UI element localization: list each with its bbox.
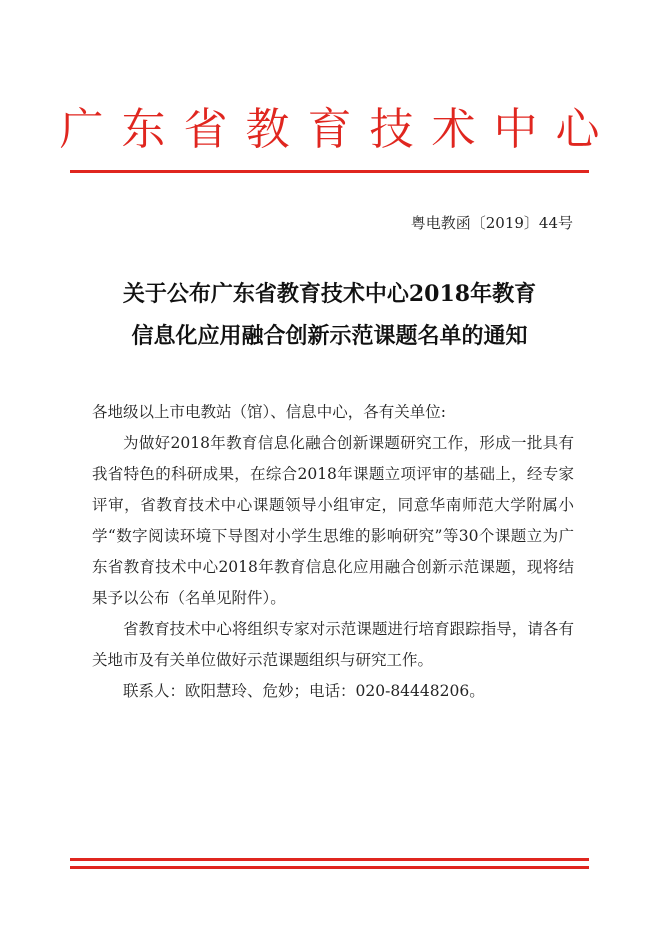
document-title: [0, 273, 659, 357]
salutation: 各地级以上市电教站（馆）、信息中心，各有关单位:: [92, 403, 446, 421]
document-body: [92, 397, 574, 707]
footer-red-rule-bottom: [70, 866, 589, 869]
letterhead-red-rule: [70, 170, 589, 173]
document-title-line-1: 关于公布广东省教育技术中心2018年教育: [122, 281, 537, 307]
body-paragraph-1: 为做好2018年教育信息化融合创新课题研究工作，形成一批具有我省特色的科研成果，在综合2018年课题立项评审的基础上，经专家评审，省教育技术中心课题领导小组审定，同意华南师范大学附属小学“数字阅读环境下导图对小学生思维的影响研究”等30个课题立为广东省教育技术中心2018年教育信息化应用融合创新示范课题，现将结果予以公布（名单见附件）。: [92, 434, 574, 607]
body-paragraph-2: 省教育技术中心将组织专家对示范课题进行培育跟踪指导，请各有关地市及有关单位做好示范课题组织与研究工作。: [92, 620, 574, 669]
document-number: 粤电教函〔2019〕44号: [410, 214, 573, 232]
footer-red-rule-top: [70, 858, 589, 861]
document-title-line-2: 信息化应用融合创新示范课题名单的通知: [131, 323, 528, 349]
contact-info: 联系人：欧阳慧玲、危妙；电话：020-84448206。: [123, 682, 485, 700]
letterhead-org-name: 广东省教育技术中心: [59, 104, 618, 155]
